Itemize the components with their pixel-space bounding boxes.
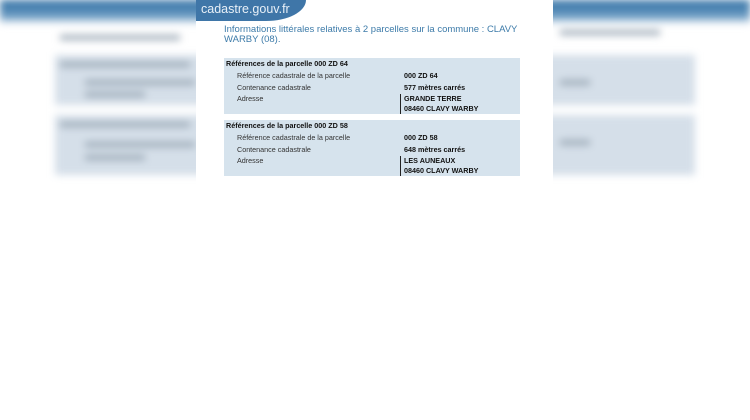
ref-value: 000 ZD 58 xyxy=(404,133,438,142)
area-value: 648 mètres carrés xyxy=(404,144,466,154)
page-title: Informations littérales relatives à 2 parcelles sur la commune : CLAVY WARBY (08). xyxy=(224,24,518,45)
ref-value: 000 ZD 64 xyxy=(404,71,438,80)
address-value xyxy=(400,156,478,176)
parcel-header: Références de la parcelle 000 ZD 58 xyxy=(226,121,348,130)
parcel-info-panel xyxy=(196,0,553,184)
ref-label: Référence cadastrale de la parcelle xyxy=(237,133,351,142)
address-label: Adresse xyxy=(237,94,264,103)
parcel-card xyxy=(224,120,520,176)
address-line: GRANDE TERRE xyxy=(404,94,462,103)
address-line: 08460 CLAVY WARBY xyxy=(404,166,479,175)
area-label: Contenance cadastrale xyxy=(237,82,311,92)
site-logo[interactable]: cadastre.gouv.fr xyxy=(196,0,306,21)
parcel-header: Références de la parcelle 000 ZD 64 xyxy=(226,59,348,68)
address-label: Adresse xyxy=(237,156,264,165)
address-value xyxy=(400,94,478,114)
address-line: LES AUNEAUX xyxy=(404,156,456,165)
parcel-card xyxy=(224,58,520,114)
area-value: 577 mètres carrés xyxy=(404,82,466,92)
ref-label: Référence cadastrale de la parcelle xyxy=(237,71,351,80)
address-line: 08460 CLAVY WARBY xyxy=(404,104,479,113)
area-label: Contenance cadastrale xyxy=(237,144,311,154)
